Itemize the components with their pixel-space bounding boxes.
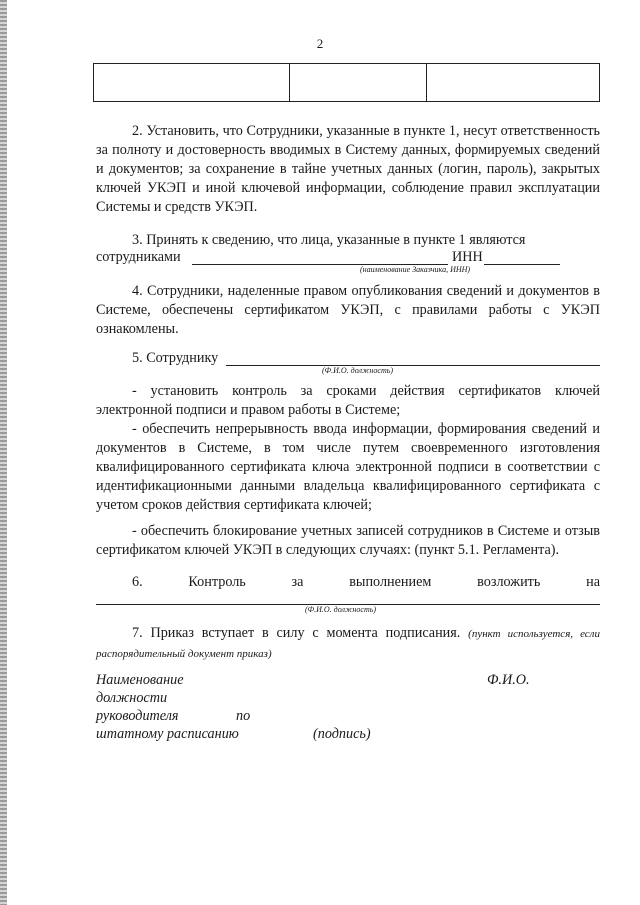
signature-sign-label: (подпись) bbox=[313, 726, 371, 742]
bullet-1: - установить контроль за сроками действия сертификатов ключей электронной подписи и правом работы в Системе; bbox=[96, 383, 600, 418]
paragraph-6: 6. Контроль за выполнением возложить на bbox=[132, 574, 600, 590]
signature-fio: Ф.И.О. bbox=[487, 672, 530, 688]
signature-title-line-4: штатному расписанию bbox=[96, 726, 239, 742]
p5-hint: (Ф.И.О. должность) bbox=[322, 366, 394, 375]
paragraph-4: 4. Сотрудники, наделенные правом опубликования сведений и документов в Системе, обеспечены сертификатом УКЭП, с правилами работы с УКЭП ознакомлены. bbox=[96, 283, 600, 337]
p3-inn: ИНН bbox=[452, 249, 483, 265]
page-number: 2 bbox=[316, 36, 324, 51]
bullet-2: - обеспечить непрерывность ввода информации, формирования сведений и документов в Системе, в том числе путем своевременного изготовления квалифицированного сертификата ключа электронной подписи в соответствии с идентификационными данными владельца квалифицированного сертификата с учетом сроков действия сертификата ключей; bbox=[96, 421, 600, 513]
table-row bbox=[94, 64, 600, 102]
table-cell bbox=[94, 64, 290, 102]
table-cell bbox=[427, 64, 600, 102]
table-cell bbox=[290, 64, 427, 102]
p5-label: 5. Сотруднику bbox=[132, 350, 219, 366]
paragraph-7: 7. Приказ вступает в силу с момента подписания. (пункт используется, если распорядительный документ приказ) bbox=[96, 625, 600, 660]
p3-hint: (наименование Заказчика, ИНН) bbox=[360, 265, 471, 274]
signature-title-line-1: Наименование bbox=[96, 672, 184, 688]
p6-hint: (Ф.И.О. должность) bbox=[305, 605, 377, 614]
p3-prefix: сотрудниками bbox=[96, 249, 181, 265]
top-table bbox=[93, 63, 600, 102]
p7-note: (пункт используется, если распорядительный документ приказ) bbox=[96, 628, 600, 660]
signature-title-line-3b: по bbox=[236, 708, 251, 724]
scan-edge bbox=[0, 0, 7, 905]
paragraph-2: 2. Установить, что Сотрудники, указанные в пункте 1, несут ответственность за полноту и достоверность вводимых в Систему данных, формируемых сведений и документов; за сохранение в тайне учетных данных (логин, пароль), закрытых ключей УКЭП и иной ключевой информации, соблюдение правил эксплуатации Системы и средств УКЭП. bbox=[96, 123, 600, 215]
signature-title-line-2: должности bbox=[96, 690, 168, 706]
bullet-3: - обеспечить блокирование учетных записей сотрудников в Системе и отзыв сертификатом ключей УКЭП в следующих случаях: (пункт 5.1. Регламента). bbox=[96, 523, 600, 558]
p3-inn-line bbox=[484, 264, 560, 265]
signature-title-line-3a: руководителя bbox=[96, 708, 179, 724]
p5-blank-line bbox=[226, 365, 600, 366]
paragraph-3: 3. Принять к сведению, что лица, указанные в пункте 1 являются bbox=[132, 232, 526, 248]
